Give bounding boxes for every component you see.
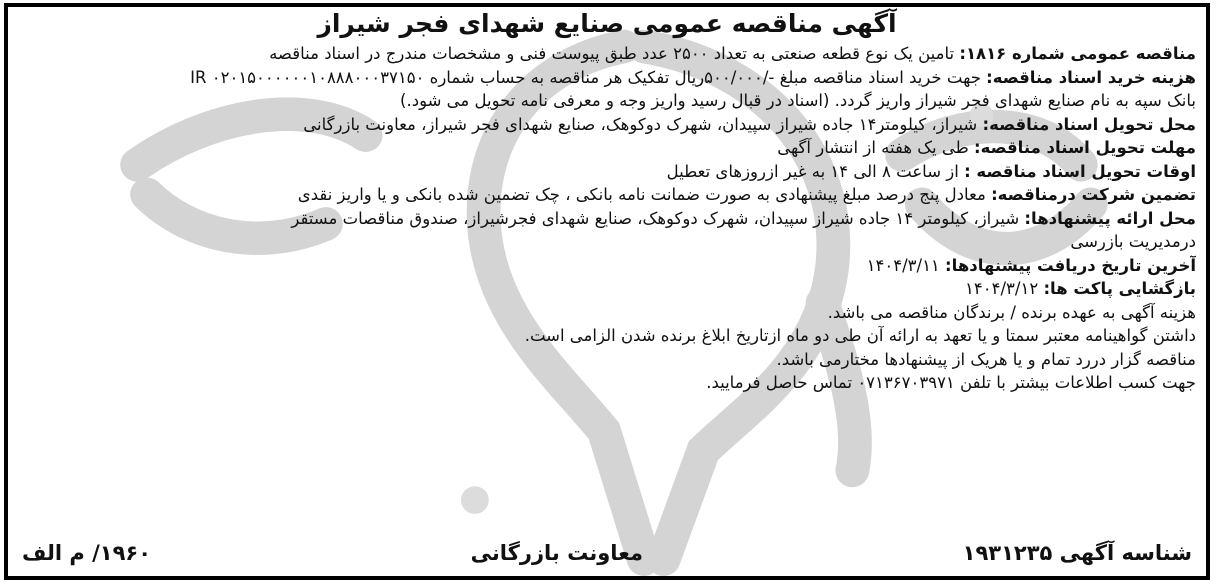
- line-text: جهت خرید اسناد مناقصه مبلغ -/۵۰۰/۰۰۰ریال تفکیک هر مناقصه به حساب شماره IR ۰۲۰۱۵۰۰۰۰۰۰۱۰۸۸۸۰۰۰۳۷۱۵۰: [190, 67, 987, 87]
- ad-id: شناسه آگهی ۱۹۳۱۲۳۵: [962, 541, 1192, 565]
- announcement-line: [18, 183, 1196, 207]
- department: معاونت بازرگانی: [470, 541, 644, 565]
- line-label: بازگشایی پاکت ها:: [1043, 279, 1196, 298]
- line-label: آخرین تاریخ دریافت پیشنهادها:: [945, 255, 1196, 275]
- line-text: داشتن گواهینامه معتبر سمتا و یا تعهد به ارائه آن طی دو ماه ازتاریخ ابلاغ برنده شدن الزامی است.: [524, 326, 1196, 345]
- announcement-line: [18, 66, 1196, 90]
- line-text: شیراز، کیلومتر۱۴ جاده شیراز سپیدان، شهرک دوکوهک، صنایع شهدای فجر شیراز، معاونت بازرگانی: [303, 114, 983, 134]
- line-text: معادل پنج درصد مبلغ پیشنهادی به صورت ضمانت نامه بانکی ، چک تضمین شده بانکی و یا واریز نقدی: [297, 185, 992, 204]
- line-text: درمدیریت بازرسی: [1070, 232, 1196, 251]
- line-label: مهلت تحویل اسناد مناقصه:: [974, 138, 1196, 157]
- line-text: از ساعت ۸ الی ۱۴ به غیر ازروزهای تعطیل: [666, 161, 965, 181]
- announcement-line: [18, 324, 1196, 348]
- line-text: تامین یک نوع قطعه صنعتی به تعداد ۲۵۰۰ عدد طبق پیوست فنی و مشخصات مندرج در اسناد مناقصه: [269, 44, 960, 63]
- line-text: جهت کسب اطلاعات بیشتر با تلفن ۰۷۱۳۶۷۰۳۹۷۱ تماس حاصل فرمایید.: [706, 373, 1196, 392]
- line-text: ۱۴۰۴/۳/۱۱: [866, 255, 946, 275]
- line-label: اوقات تحویل اسناد مناقصه :: [964, 161, 1196, 181]
- line-text: بانک سپه به نام صنایع شهدای فجر شیراز واریز گردد. (اسناد در قبال رسید واریز وجه و معرفی نامه تحویل می شود.): [400, 91, 1196, 110]
- announcement-line: [18, 160, 1196, 184]
- publication-code: ۱۹۶۰/ م الف: [22, 541, 152, 565]
- line-label: مناقصه عمومی شماره ۱۸۱۶:: [959, 44, 1196, 63]
- line-label: محل ارائه پیشنهادها:: [1024, 208, 1196, 228]
- announcement-line: [18, 371, 1196, 395]
- announcement-line: [18, 207, 1196, 231]
- announcement-line: [18, 42, 1196, 66]
- line-label: تضمین شرکت درمناقصه:: [991, 185, 1196, 204]
- line-text: مناقصه گزار دررد تمام و یا هریک از پیشنهادها مختارمی باشد.: [776, 349, 1196, 369]
- line-text: هزینه آگهی به عهده برنده / برندگان مناقصه می باشد.: [827, 302, 1196, 322]
- announcement-line: [18, 254, 1196, 278]
- announcement-frame: [4, 3, 1210, 580]
- announcement-line: [18, 113, 1196, 137]
- line-text: ۱۴۰۴/۳/۱۲: [965, 279, 1044, 298]
- announcement-content: [8, 9, 1206, 395]
- announcement-line: [18, 230, 1196, 254]
- line-text: شیراز، کیلومتر ۱۴ جاده شیراز سپیدان، شهرک دوکوهک، صنایع شهدای فجرشیراز، صندوق مناقصات مستقر: [291, 208, 1025, 228]
- announcement-line: [18, 348, 1196, 372]
- line-label: محل تحویل اسناد مناقصه:: [982, 114, 1196, 134]
- announcement-body: [18, 42, 1196, 395]
- announcement-footer: [22, 540, 1192, 566]
- announcement-line: [18, 277, 1196, 301]
- announcement-line: [18, 136, 1196, 160]
- announcement-title: آگهی مناقصه عمومی صنایع شهدای فجر شیراز: [317, 9, 897, 38]
- line-label: هزینه خرید اسناد مناقصه:: [986, 67, 1196, 87]
- announcement-line: [18, 89, 1196, 113]
- announcement-line: [18, 301, 1196, 325]
- line-text: طی یک هفته از انتشار آگهی: [777, 138, 974, 157]
